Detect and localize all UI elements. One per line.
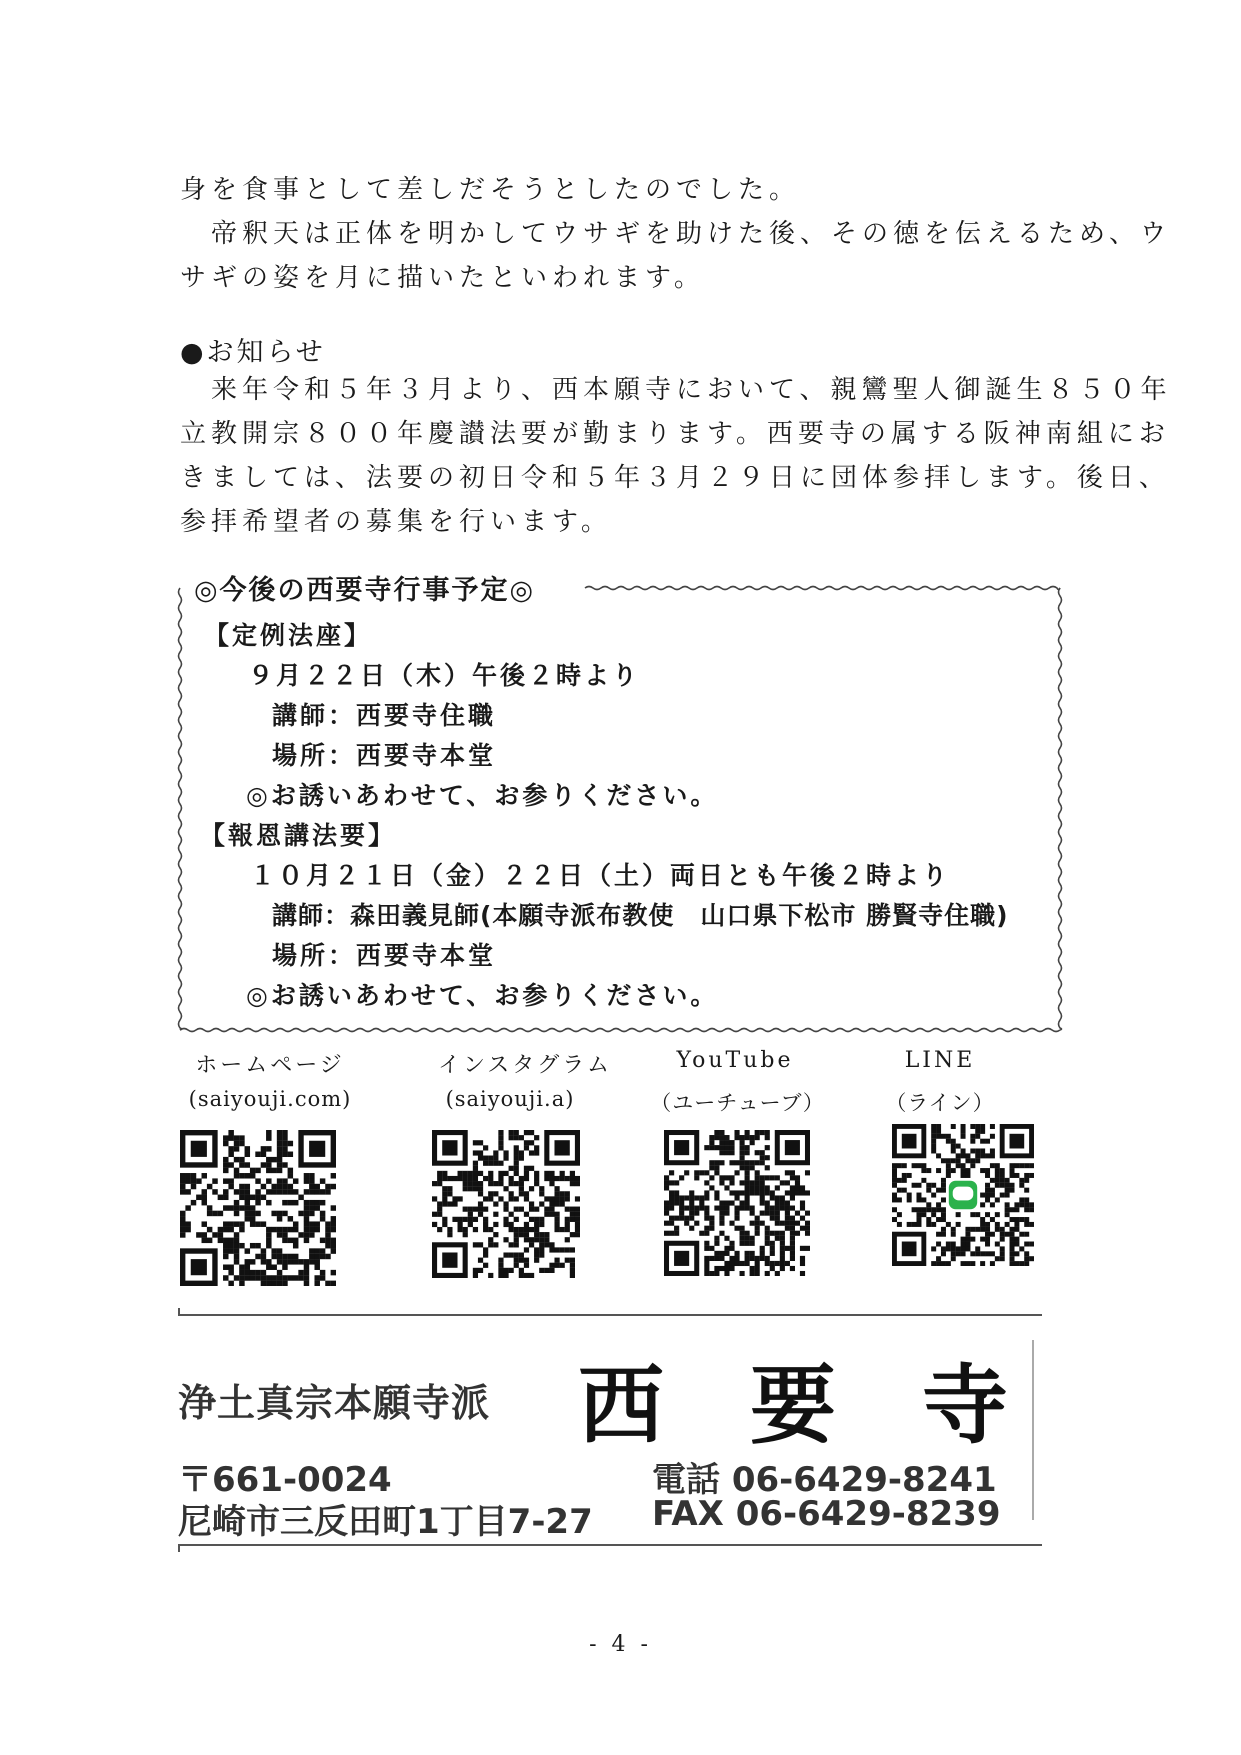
text-line: 来年令和５年３月より、西本願寺において、親鸞聖人御誕生８５０年 bbox=[180, 375, 1172, 405]
sns-line-handle: （ライン） bbox=[885, 1091, 995, 1115]
event2-invite: ◎お誘いあわせて、お参りください。 bbox=[246, 981, 719, 1010]
sns-instagram-handle: (saiyouji.a) bbox=[445, 1087, 575, 1111]
event1-name: 【定例法座】 bbox=[204, 621, 373, 650]
fax-number: FAX 06-6429-8239 bbox=[652, 1494, 1001, 1534]
youtube-qr-icon[interactable] bbox=[664, 1130, 810, 1276]
rule-tick bbox=[178, 1544, 180, 1552]
event2-date: １０月２１日（金）２２日（土）両日とも午後２時より bbox=[250, 861, 951, 890]
instagram-qr-icon[interactable] bbox=[432, 1130, 580, 1278]
event1-invite: ◎お誘いあわせて、お参りください。 bbox=[246, 781, 719, 810]
text-line: きましては、法要の初日令和５年３月２９日に団体参拝します。後日、 bbox=[180, 463, 1170, 493]
text-line: 帝釈天は正体を明かしてウサギを助けた後、その徳を伝えるため、ウ bbox=[180, 219, 1171, 249]
text-line: 立教開宗８００年慶讃法要が勤まります。西要寺の属する阪神南組にお bbox=[180, 419, 1170, 449]
schedule-title: ◎今後の西要寺行事予定◎ bbox=[190, 568, 539, 607]
temple-sect: 浄土真宗本願寺派 bbox=[178, 1381, 491, 1425]
text-line: サギの姿を月に描いたといわれます。 bbox=[180, 263, 705, 293]
address: 尼崎市三反田町1丁目7-27 bbox=[178, 1502, 593, 1542]
homepage-qr-icon[interactable] bbox=[180, 1130, 336, 1286]
footer-top-rule bbox=[178, 1314, 1042, 1316]
sns-homepage-handle: (saiyouji.com) bbox=[188, 1087, 352, 1111]
phone-number: 電話 06-6429-8241 bbox=[652, 1460, 997, 1500]
frame-right-edge bbox=[1032, 1340, 1034, 1520]
notice-body bbox=[180, 368, 1171, 544]
sns-youtube-handle: （ユーチューブ） bbox=[650, 1091, 825, 1115]
line-qr-icon[interactable] bbox=[892, 1124, 1034, 1266]
event1-speaker: 講師：西要寺住職 bbox=[272, 701, 497, 730]
page-number: - 4 - bbox=[589, 1632, 652, 1657]
notice-heading: ●お知らせ bbox=[180, 337, 326, 368]
sns-instagram-label: インスタグラム bbox=[437, 1053, 613, 1078]
event2-name: 【報恩講法要】 bbox=[200, 821, 397, 850]
postal-code: 〒661-0024 bbox=[178, 1460, 392, 1500]
footer-bottom-rule bbox=[178, 1544, 1042, 1546]
event2-place: 場所：西要寺本堂 bbox=[272, 941, 497, 970]
body-paragraph-1 bbox=[180, 168, 800, 212]
event2-speaker: 講師：森田義見師(本願寺派布教使 山口県下松市 勝賢寺住職) bbox=[272, 901, 1009, 930]
text-line: 参拝希望者の募集を行います。 bbox=[180, 507, 612, 537]
sns-homepage-label: ホームページ bbox=[195, 1053, 345, 1078]
event1-date: ９月２２日（木）午後２時より bbox=[248, 661, 641, 690]
text-line: 身を食事として差しだそうとしたのでした。 bbox=[180, 175, 801, 205]
body-paragraph-2 bbox=[180, 212, 1171, 300]
rule-tick bbox=[178, 1308, 180, 1316]
sns-youtube-label: YouTube bbox=[676, 1048, 794, 1073]
temple-name: 西 要 寺 bbox=[578, 1356, 1008, 1456]
event1-place: 場所：西要寺本堂 bbox=[272, 741, 497, 770]
sns-line-label: LINE bbox=[904, 1048, 976, 1073]
